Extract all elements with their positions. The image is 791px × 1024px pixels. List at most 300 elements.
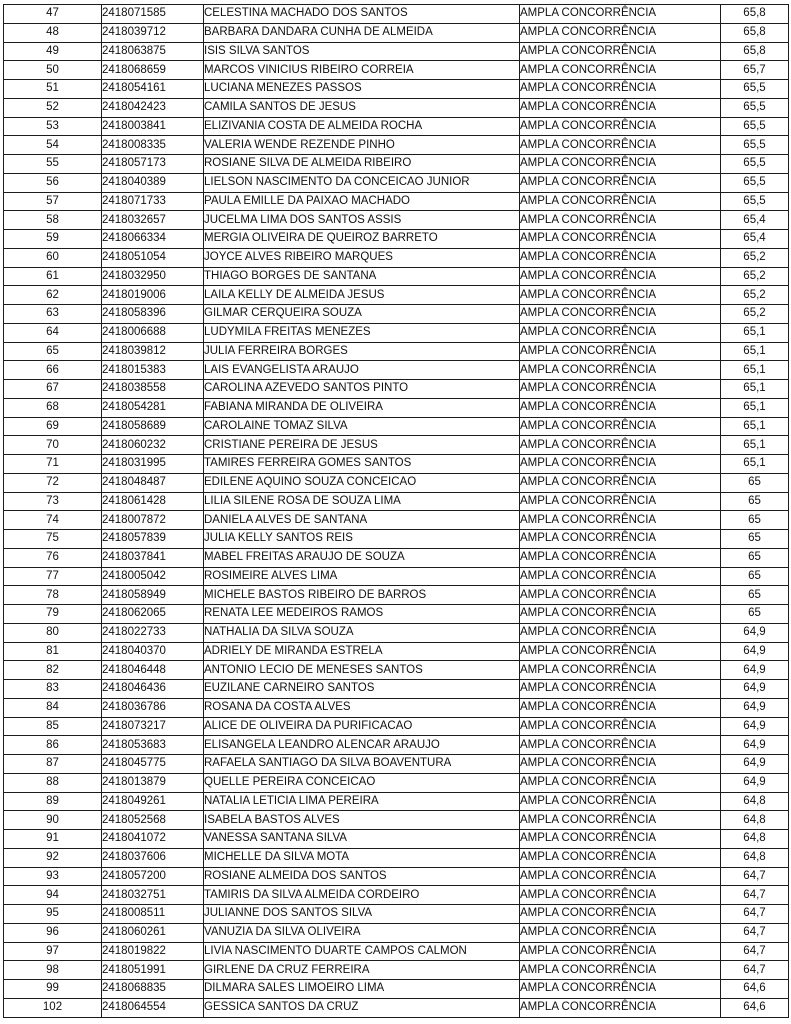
table-row	[4, 473, 789, 492]
registration-cell: 2418037841	[102, 548, 204, 567]
position-cell: 48	[4, 23, 102, 42]
modality-cell: AMPLA CONCORRÊNCIA	[520, 680, 721, 699]
score-cell: 65	[721, 548, 789, 567]
registration-cell: 2418057200	[102, 867, 204, 886]
position-cell: 73	[4, 492, 102, 511]
name-cell: CELESTINA MACHADO DOS SANTOS	[204, 5, 520, 24]
position-cell: 54	[4, 136, 102, 155]
registration-cell: 2418062065	[102, 605, 204, 624]
table-row	[4, 5, 789, 24]
position-cell: 52	[4, 98, 102, 117]
modality-cell: AMPLA CONCORRÊNCIA	[520, 286, 721, 305]
name-cell: MICHELE BASTOS RIBEIRO DE BARROS	[204, 586, 520, 605]
name-cell: JOYCE ALVES RIBEIRO MARQUES	[204, 248, 520, 267]
position-cell: 56	[4, 173, 102, 192]
score-cell: 65,1	[721, 398, 789, 417]
modality-cell: AMPLA CONCORRÊNCIA	[520, 998, 721, 1017]
modality-cell: AMPLA CONCORRÊNCIA	[520, 136, 721, 155]
score-cell: 64,9	[721, 680, 789, 699]
table-row	[4, 342, 789, 361]
score-cell: 64,8	[721, 792, 789, 811]
registration-cell: 2418036786	[102, 698, 204, 717]
position-cell: 91	[4, 830, 102, 849]
table-row	[4, 698, 789, 717]
name-cell: ROSIMEIRE ALVES LIMA	[204, 567, 520, 586]
score-cell: 65,1	[721, 436, 789, 455]
registration-cell: 2418006688	[102, 323, 204, 342]
position-cell: 82	[4, 661, 102, 680]
table-row	[4, 530, 789, 549]
modality-cell: AMPLA CONCORRÊNCIA	[520, 923, 721, 942]
table-row	[4, 267, 789, 286]
registration-cell: 2418032950	[102, 267, 204, 286]
position-cell: 55	[4, 155, 102, 174]
score-cell: 64,9	[721, 717, 789, 736]
name-cell: JUCELMA LIMA DOS SANTOS ASSIS	[204, 211, 520, 230]
position-cell: 98	[4, 961, 102, 980]
name-cell: LUDYMILA FREITAS MENEZES	[204, 323, 520, 342]
registration-cell: 2418048487	[102, 473, 204, 492]
name-cell: TAMIRIS DA SILVA ALMEIDA CORDEIRO	[204, 886, 520, 905]
name-cell: JULIA FERREIRA BORGES	[204, 342, 520, 361]
registration-cell: 2418007872	[102, 511, 204, 530]
registration-cell: 2418040389	[102, 173, 204, 192]
position-cell: 72	[4, 473, 102, 492]
position-cell: 93	[4, 867, 102, 886]
registration-cell: 2418046448	[102, 661, 204, 680]
score-cell: 64,7	[721, 905, 789, 924]
score-cell: 64,8	[721, 811, 789, 830]
name-cell: MABEL FREITAS ARAUJO DE SOUZA	[204, 548, 520, 567]
name-cell: MERGIA OLIVEIRA DE QUEIROZ BARRETO	[204, 230, 520, 249]
modality-cell: AMPLA CONCORRÊNCIA	[520, 792, 721, 811]
score-cell: 65,1	[721, 323, 789, 342]
table-row	[4, 923, 789, 942]
table-row	[4, 961, 789, 980]
modality-cell: AMPLA CONCORRÊNCIA	[520, 717, 721, 736]
modality-cell: AMPLA CONCORRÊNCIA	[520, 380, 721, 399]
position-cell: 68	[4, 398, 102, 417]
registration-cell: 2418038558	[102, 380, 204, 399]
table-row	[4, 905, 789, 924]
modality-cell: AMPLA CONCORRÊNCIA	[520, 155, 721, 174]
score-cell: 65	[721, 586, 789, 605]
registration-cell: 2418060261	[102, 923, 204, 942]
registration-cell: 2418005042	[102, 567, 204, 586]
score-cell: 65,1	[721, 342, 789, 361]
position-cell: 83	[4, 680, 102, 699]
position-cell: 74	[4, 511, 102, 530]
table-row	[4, 417, 789, 436]
registration-cell: 2418071585	[102, 5, 204, 24]
name-cell: LIELSON NASCIMENTO DA CONCEICAO JUNIOR	[204, 173, 520, 192]
modality-cell: AMPLA CONCORRÊNCIA	[520, 5, 721, 24]
modality-cell: AMPLA CONCORRÊNCIA	[520, 605, 721, 624]
table-row	[4, 380, 789, 399]
registration-cell: 2418063875	[102, 42, 204, 61]
position-cell: 78	[4, 586, 102, 605]
name-cell: ELIZIVANIA COSTA DE ALMEIDA ROCHA	[204, 117, 520, 136]
registration-cell: 2418037606	[102, 848, 204, 867]
position-cell: 50	[4, 61, 102, 80]
score-cell: 64,7	[721, 886, 789, 905]
name-cell: JULIANNE DOS SANTOS SILVA	[204, 905, 520, 924]
modality-cell: AMPLA CONCORRÊNCIA	[520, 342, 721, 361]
registration-cell: 2418019822	[102, 942, 204, 961]
score-cell: 65,8	[721, 23, 789, 42]
table-row	[4, 661, 789, 680]
position-cell: 67	[4, 380, 102, 399]
score-cell: 65,7	[721, 61, 789, 80]
modality-cell: AMPLA CONCORRÊNCIA	[520, 455, 721, 474]
name-cell: ROSIANE SILVA DE ALMEIDA RIBEIRO	[204, 155, 520, 174]
table-row	[4, 436, 789, 455]
position-cell: 81	[4, 642, 102, 661]
table-row	[4, 361, 789, 380]
table-row	[4, 98, 789, 117]
registration-cell: 2418008511	[102, 905, 204, 924]
table-row	[4, 23, 789, 42]
modality-cell: AMPLA CONCORRÊNCIA	[520, 642, 721, 661]
registration-cell: 2418045775	[102, 755, 204, 774]
table-row	[4, 192, 789, 211]
modality-cell: AMPLA CONCORRÊNCIA	[520, 942, 721, 961]
position-cell: 86	[4, 736, 102, 755]
position-cell: 47	[4, 5, 102, 24]
position-cell: 89	[4, 792, 102, 811]
table-row	[4, 136, 789, 155]
score-cell: 65	[721, 530, 789, 549]
score-cell: 65	[721, 567, 789, 586]
registration-cell: 2418049261	[102, 792, 204, 811]
name-cell: ADRIELY DE MIRANDA ESTRELA	[204, 642, 520, 661]
position-cell: 76	[4, 548, 102, 567]
modality-cell: AMPLA CONCORRÊNCIA	[520, 473, 721, 492]
name-cell: MICHELLE DA SILVA MOTA	[204, 848, 520, 867]
position-cell: 80	[4, 623, 102, 642]
name-cell: ELISANGELA LEANDRO ALENCAR ARAUJO	[204, 736, 520, 755]
name-cell: NATALIA LETICIA LIMA PEREIRA	[204, 792, 520, 811]
name-cell: EUZILANE CARNEIRO SANTOS	[204, 680, 520, 699]
registration-cell: 2418068659	[102, 61, 204, 80]
registration-cell: 2418008335	[102, 136, 204, 155]
registration-cell: 2418052568	[102, 811, 204, 830]
table-row	[4, 848, 789, 867]
name-cell: NATHALIA DA SILVA SOUZA	[204, 623, 520, 642]
table-row	[4, 211, 789, 230]
name-cell: THIAGO BORGES DE SANTANA	[204, 267, 520, 286]
table-row	[4, 623, 789, 642]
score-cell: 65,1	[721, 361, 789, 380]
score-cell: 65,5	[721, 173, 789, 192]
position-cell: 66	[4, 361, 102, 380]
registration-cell: 2418064554	[102, 998, 204, 1017]
registration-cell: 2418058689	[102, 417, 204, 436]
position-cell: 92	[4, 848, 102, 867]
score-cell: 65,2	[721, 267, 789, 286]
registration-cell: 2418071733	[102, 192, 204, 211]
registration-cell: 2418073217	[102, 717, 204, 736]
table-row	[4, 586, 789, 605]
name-cell: JULIA KELLY SANTOS REIS	[204, 530, 520, 549]
table-row	[4, 230, 789, 249]
modality-cell: AMPLA CONCORRÊNCIA	[520, 436, 721, 455]
modality-cell: AMPLA CONCORRÊNCIA	[520, 305, 721, 324]
name-cell: LAIS EVANGELISTA ARAUJO	[204, 361, 520, 380]
score-cell: 65,5	[721, 98, 789, 117]
registration-cell: 2418054281	[102, 398, 204, 417]
score-cell: 64,7	[721, 867, 789, 886]
table-row	[4, 305, 789, 324]
name-cell: QUELLE PEREIRA CONCEICAO	[204, 773, 520, 792]
score-cell: 65,2	[721, 248, 789, 267]
registration-cell: 2418061428	[102, 492, 204, 511]
results-table-body	[4, 5, 789, 1018]
score-cell: 64,6	[721, 998, 789, 1017]
name-cell: LUCIANA MENEZES PASSOS	[204, 80, 520, 99]
table-row	[4, 492, 789, 511]
score-cell: 64,6	[721, 980, 789, 999]
name-cell: ISABELA BASTOS ALVES	[204, 811, 520, 830]
modality-cell: AMPLA CONCORRÊNCIA	[520, 492, 721, 511]
name-cell: CAROLINA AZEVEDO SANTOS PINTO	[204, 380, 520, 399]
registration-cell: 2418054161	[102, 80, 204, 99]
table-row	[4, 792, 789, 811]
score-cell: 65,8	[721, 5, 789, 24]
position-cell: 69	[4, 417, 102, 436]
position-cell: 75	[4, 530, 102, 549]
table-row	[4, 867, 789, 886]
table-row	[4, 323, 789, 342]
registration-cell: 2418013879	[102, 773, 204, 792]
modality-cell: AMPLA CONCORRÊNCIA	[520, 886, 721, 905]
registration-cell: 2418057839	[102, 530, 204, 549]
name-cell: TAMIRES FERREIRA GOMES SANTOS	[204, 455, 520, 474]
modality-cell: AMPLA CONCORRÊNCIA	[520, 773, 721, 792]
table-row	[4, 811, 789, 830]
table-row	[4, 717, 789, 736]
score-cell: 64,9	[721, 661, 789, 680]
position-cell: 71	[4, 455, 102, 474]
score-cell: 64,9	[721, 698, 789, 717]
modality-cell: AMPLA CONCORRÊNCIA	[520, 830, 721, 849]
score-cell: 65,5	[721, 117, 789, 136]
score-cell: 64,9	[721, 755, 789, 774]
modality-cell: AMPLA CONCORRÊNCIA	[520, 230, 721, 249]
table-row	[4, 642, 789, 661]
name-cell: VANESSA SANTANA SILVA	[204, 830, 520, 849]
score-cell: 65,4	[721, 230, 789, 249]
score-cell: 65	[721, 473, 789, 492]
table-row	[4, 455, 789, 474]
modality-cell: AMPLA CONCORRÊNCIA	[520, 586, 721, 605]
table-row	[4, 80, 789, 99]
modality-cell: AMPLA CONCORRÊNCIA	[520, 248, 721, 267]
score-cell: 65,5	[721, 136, 789, 155]
table-row	[4, 755, 789, 774]
table-row	[4, 886, 789, 905]
position-cell: 88	[4, 773, 102, 792]
modality-cell: AMPLA CONCORRÊNCIA	[520, 905, 721, 924]
registration-cell: 2418015383	[102, 361, 204, 380]
registration-cell: 2418051991	[102, 961, 204, 980]
position-cell: 65	[4, 342, 102, 361]
modality-cell: AMPLA CONCORRÊNCIA	[520, 323, 721, 342]
registration-cell: 2418041072	[102, 830, 204, 849]
table-row	[4, 830, 789, 849]
modality-cell: AMPLA CONCORRÊNCIA	[520, 267, 721, 286]
table-row	[4, 42, 789, 61]
score-cell: 65	[721, 492, 789, 511]
name-cell: GESSICA SANTOS DA CRUZ	[204, 998, 520, 1017]
modality-cell: AMPLA CONCORRÊNCIA	[520, 530, 721, 549]
name-cell: ANTONIO LECIO DE MENESES SANTOS	[204, 661, 520, 680]
position-cell: 94	[4, 886, 102, 905]
position-cell: 90	[4, 811, 102, 830]
table-row	[4, 680, 789, 699]
score-cell: 65,2	[721, 305, 789, 324]
name-cell: PAULA EMILLE DA PAIXAO MACHADO	[204, 192, 520, 211]
score-cell: 65	[721, 605, 789, 624]
score-cell: 65,5	[721, 192, 789, 211]
name-cell: EDILENE AQUINO SOUZA CONCEICAO	[204, 473, 520, 492]
name-cell: MARCOS VINICIUS RIBEIRO CORREIA	[204, 61, 520, 80]
score-cell: 64,7	[721, 961, 789, 980]
modality-cell: AMPLA CONCORRÊNCIA	[520, 61, 721, 80]
score-cell: 64,9	[721, 642, 789, 661]
score-cell: 64,8	[721, 830, 789, 849]
name-cell: VALERIA WENDE REZENDE PINHO	[204, 136, 520, 155]
registration-cell: 2418039712	[102, 23, 204, 42]
score-cell: 65,2	[721, 286, 789, 305]
registration-cell: 2418068835	[102, 980, 204, 999]
position-cell: 59	[4, 230, 102, 249]
table-row	[4, 61, 789, 80]
position-cell: 49	[4, 42, 102, 61]
modality-cell: AMPLA CONCORRÊNCIA	[520, 361, 721, 380]
score-cell: 65	[721, 511, 789, 530]
position-cell: 77	[4, 567, 102, 586]
name-cell: CAROLAINE TOMAZ SILVA	[204, 417, 520, 436]
score-cell: 64,9	[721, 623, 789, 642]
modality-cell: AMPLA CONCORRÊNCIA	[520, 811, 721, 830]
name-cell: GILMAR CERQUEIRA SOUZA	[204, 305, 520, 324]
registration-cell: 2418046436	[102, 680, 204, 699]
position-cell: 85	[4, 717, 102, 736]
modality-cell: AMPLA CONCORRÊNCIA	[520, 623, 721, 642]
modality-cell: AMPLA CONCORRÊNCIA	[520, 736, 721, 755]
table-row	[4, 398, 789, 417]
position-cell: 53	[4, 117, 102, 136]
score-cell: 65,1	[721, 380, 789, 399]
table-row	[4, 773, 789, 792]
position-cell: 64	[4, 323, 102, 342]
score-cell: 65,1	[721, 455, 789, 474]
modality-cell: AMPLA CONCORRÊNCIA	[520, 417, 721, 436]
modality-cell: AMPLA CONCORRÊNCIA	[520, 173, 721, 192]
table-row	[4, 980, 789, 999]
position-cell: 63	[4, 305, 102, 324]
position-cell: 87	[4, 755, 102, 774]
name-cell: BARBARA DANDARA CUNHA DE ALMEIDA	[204, 23, 520, 42]
name-cell: CAMILA SANTOS DE JESUS	[204, 98, 520, 117]
name-cell: RAFAELA SANTIAGO DA SILVA BOAVENTURA	[204, 755, 520, 774]
table-row	[4, 942, 789, 961]
modality-cell: AMPLA CONCORRÊNCIA	[520, 867, 721, 886]
registration-cell: 2418039812	[102, 342, 204, 361]
registration-cell: 2418057173	[102, 155, 204, 174]
registration-cell: 2418066334	[102, 230, 204, 249]
score-cell: 65,5	[721, 155, 789, 174]
table-row	[4, 567, 789, 586]
table-row	[4, 155, 789, 174]
registration-cell: 2418031995	[102, 455, 204, 474]
registration-cell: 2418058396	[102, 305, 204, 324]
name-cell: LIVIA NASCIMENTO DUARTE CAMPOS CALMON	[204, 942, 520, 961]
position-cell: 96	[4, 923, 102, 942]
modality-cell: AMPLA CONCORRÊNCIA	[520, 755, 721, 774]
name-cell: LAILA KELLY DE ALMEIDA JESUS	[204, 286, 520, 305]
position-cell: 95	[4, 905, 102, 924]
name-cell: ISIS SILVA SANTOS	[204, 42, 520, 61]
modality-cell: AMPLA CONCORRÊNCIA	[520, 23, 721, 42]
table-row	[4, 286, 789, 305]
modality-cell: AMPLA CONCORRÊNCIA	[520, 192, 721, 211]
table-row	[4, 605, 789, 624]
score-cell: 64,8	[721, 848, 789, 867]
score-cell: 65,8	[721, 42, 789, 61]
score-cell: 65,5	[721, 80, 789, 99]
modality-cell: AMPLA CONCORRÊNCIA	[520, 661, 721, 680]
modality-cell: AMPLA CONCORRÊNCIA	[520, 117, 721, 136]
registration-cell: 2418058949	[102, 586, 204, 605]
name-cell: ROSIANE ALMEIDA DOS SANTOS	[204, 867, 520, 886]
name-cell: RENATA LEE MEDEIROS RAMOS	[204, 605, 520, 624]
name-cell: DANIELA ALVES DE SANTANA	[204, 511, 520, 530]
position-cell: 97	[4, 942, 102, 961]
score-cell: 64,7	[721, 923, 789, 942]
modality-cell: AMPLA CONCORRÊNCIA	[520, 398, 721, 417]
position-cell: 79	[4, 605, 102, 624]
registration-cell: 2418051054	[102, 248, 204, 267]
position-cell: 51	[4, 80, 102, 99]
name-cell: GIRLENE DA CRUZ FERREIRA	[204, 961, 520, 980]
table-row	[4, 511, 789, 530]
name-cell: ROSANA DA COSTA ALVES	[204, 698, 520, 717]
registration-cell: 2418053683	[102, 736, 204, 755]
modality-cell: AMPLA CONCORRÊNCIA	[520, 511, 721, 530]
position-cell: 57	[4, 192, 102, 211]
registration-cell: 2418040370	[102, 642, 204, 661]
modality-cell: AMPLA CONCORRÊNCIA	[520, 42, 721, 61]
table-row	[4, 248, 789, 267]
score-cell: 64,7	[721, 942, 789, 961]
modality-cell: AMPLA CONCORRÊNCIA	[520, 80, 721, 99]
registration-cell: 2418003841	[102, 117, 204, 136]
table-row	[4, 548, 789, 567]
name-cell: FABIANA MIRANDA DE OLIVEIRA	[204, 398, 520, 417]
modality-cell: AMPLA CONCORRÊNCIA	[520, 848, 721, 867]
name-cell: DILMARA SALES LIMOEIRO LIMA	[204, 980, 520, 999]
registration-cell: 2418032657	[102, 211, 204, 230]
name-cell: LILIA SILENE ROSA DE SOUZA LIMA	[204, 492, 520, 511]
position-cell: 61	[4, 267, 102, 286]
position-cell: 58	[4, 211, 102, 230]
name-cell: ALICE DE OLIVEIRA DA PURIFICACAO	[204, 717, 520, 736]
position-cell: 102	[4, 998, 102, 1017]
modality-cell: AMPLA CONCORRÊNCIA	[520, 567, 721, 586]
name-cell: VANUZIA DA SILVA OLIVEIRA	[204, 923, 520, 942]
